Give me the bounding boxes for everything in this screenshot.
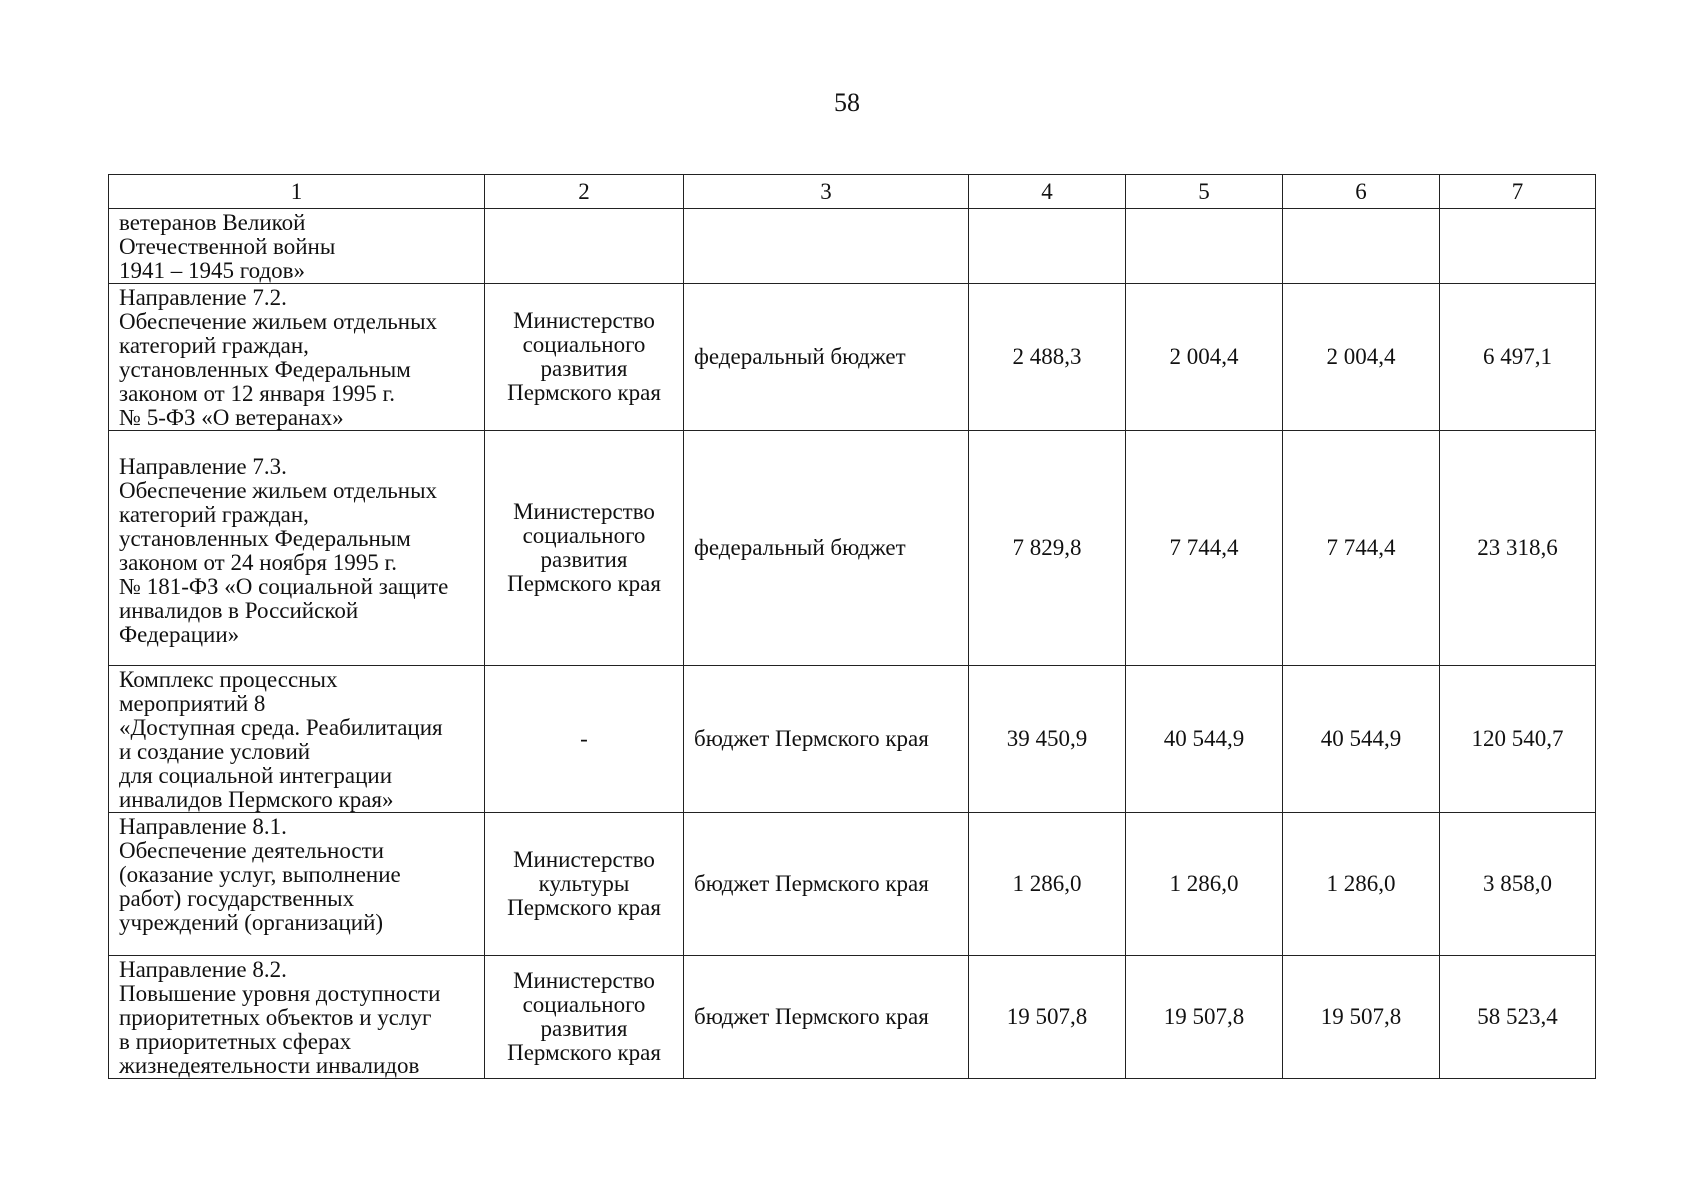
name-line: Отечественной войны xyxy=(119,234,336,259)
value-col-6: 7 744,4 xyxy=(1283,431,1440,666)
program-name-cell xyxy=(109,431,485,666)
name-line: Комплекс процессных xyxy=(119,667,338,692)
executor-line: - xyxy=(580,726,588,751)
executor-cell xyxy=(485,956,684,1079)
executor-line: Министерство xyxy=(513,499,655,524)
executor-cell xyxy=(485,284,684,431)
name-line: жизнедеятельности инвалидов xyxy=(119,1053,420,1078)
name-line: инвалидов Пермского края» xyxy=(119,787,394,812)
value-col-4: 1 286,0 xyxy=(969,813,1126,956)
name-line: инвалидов в Российской xyxy=(119,598,359,623)
executor-line: Пермского края xyxy=(507,380,661,405)
header-col-2: 2 xyxy=(485,175,684,209)
value-col-4: 7 829,8 xyxy=(969,431,1126,666)
table-row xyxy=(109,284,1596,431)
value-col-7: 58 523,4 xyxy=(1440,956,1596,1079)
name-line: законом от 24 ноября 1995 г. xyxy=(119,550,398,575)
value-col-6 xyxy=(1283,209,1440,284)
value-col-4: 2 488,3 xyxy=(969,284,1126,431)
executor-line: Министерство xyxy=(513,308,655,333)
value-col-5: 1 286,0 xyxy=(1126,813,1283,956)
name-line: № 5-ФЗ «О ветеранах» xyxy=(119,405,344,430)
value-col-6: 1 286,0 xyxy=(1283,813,1440,956)
name-line: Обеспечение деятельности xyxy=(119,838,384,863)
value-col-5: 2 004,4 xyxy=(1126,284,1283,431)
header-row xyxy=(109,175,1596,209)
name-line: № 181-ФЗ «О социальной защите xyxy=(119,574,449,599)
funding-source-cell: бюджет Пермского края xyxy=(684,666,969,813)
executor-line: Министерство xyxy=(513,968,655,993)
table-row xyxy=(109,813,1596,956)
funding-source-cell: бюджет Пермского края xyxy=(684,813,969,956)
value-col-6: 40 544,9 xyxy=(1283,666,1440,813)
table-row xyxy=(109,666,1596,813)
executor-line: социального xyxy=(522,332,646,357)
executor-line: развития xyxy=(540,547,628,572)
program-name-cell xyxy=(109,666,485,813)
executor-line: Пермского края xyxy=(507,1040,661,1065)
name-line: установленных Федеральным xyxy=(119,357,411,382)
name-line: для социальной интеграции xyxy=(119,763,393,788)
value-col-7: 3 858,0 xyxy=(1440,813,1596,956)
header-col-6: 6 xyxy=(1283,175,1440,209)
value-col-4: 39 450,9 xyxy=(969,666,1126,813)
value-col-5: 19 507,8 xyxy=(1126,956,1283,1079)
table-row xyxy=(109,431,1596,666)
header-col-7: 7 xyxy=(1440,175,1596,209)
value-col-6: 2 004,4 xyxy=(1283,284,1440,431)
value-col-5 xyxy=(1126,209,1283,284)
value-col-4 xyxy=(969,209,1126,284)
executor-line: Пермского края xyxy=(507,895,661,920)
table-row xyxy=(109,209,1596,284)
program-name-cell xyxy=(109,284,485,431)
name-line: категорий граждан, xyxy=(119,333,309,358)
executor-cell xyxy=(485,209,684,284)
executor-line: развития xyxy=(540,356,628,381)
name-line: учреждений (организаций) xyxy=(119,910,384,935)
value-col-4: 19 507,8 xyxy=(969,956,1126,1079)
header-col-5: 5 xyxy=(1126,175,1283,209)
funding-source-cell: федеральный бюджет xyxy=(684,284,969,431)
executor-line: социального xyxy=(522,523,646,548)
value-col-5: 40 544,9 xyxy=(1126,666,1283,813)
header-col-4: 4 xyxy=(969,175,1126,209)
header-col-3: 3 xyxy=(684,175,969,209)
name-line: приоритетных объектов и услуг xyxy=(119,1005,432,1030)
budget-table xyxy=(108,174,1596,1079)
program-name-cell xyxy=(109,813,485,956)
executor-cell xyxy=(485,431,684,666)
name-line: Направление 8.2. xyxy=(119,957,287,982)
executor-line: развития xyxy=(540,1016,628,1041)
program-name-cell xyxy=(109,209,485,284)
name-line: категорий граждан, xyxy=(119,502,309,527)
executor-cell xyxy=(485,666,684,813)
funding-source-cell xyxy=(684,209,969,284)
value-col-7 xyxy=(1440,209,1596,284)
name-line: в приоритетных сферах xyxy=(119,1029,352,1054)
program-name-cell xyxy=(109,956,485,1079)
executor-line: Пермского края xyxy=(507,571,661,596)
name-line: установленных Федеральным xyxy=(119,526,411,551)
name-line: мероприятий 8 xyxy=(119,691,266,716)
name-line: Обеспечение жильем отдельных xyxy=(119,309,438,334)
name-line: Повышение уровня доступности xyxy=(119,981,441,1006)
value-col-7: 6 497,1 xyxy=(1440,284,1596,431)
name-line: (оказание услуг, выполнение xyxy=(119,862,401,887)
table-row xyxy=(109,956,1596,1079)
name-line: Обеспечение жильем отдельных xyxy=(119,478,438,503)
value-col-7: 120 540,7 xyxy=(1440,666,1596,813)
funding-source-cell: бюджет Пермского края xyxy=(684,956,969,1079)
page-number: 58 xyxy=(834,88,860,117)
value-col-6: 19 507,8 xyxy=(1283,956,1440,1079)
executor-line: культуры xyxy=(538,871,630,896)
funding-source-cell: федеральный бюджет xyxy=(684,431,969,666)
executor-line: Министерство xyxy=(513,847,655,872)
name-line: и создание условий xyxy=(119,739,311,764)
executor-cell xyxy=(485,813,684,956)
executor-line: социального xyxy=(522,992,646,1017)
name-line: Направление 8.1. xyxy=(119,814,287,839)
name-line: «Доступная среда. Реабилитация xyxy=(119,715,443,740)
name-line: Федерации» xyxy=(119,622,240,647)
name-line: законом от 12 января 1995 г. xyxy=(119,381,396,406)
name-line: ветеранов Великой xyxy=(119,210,306,235)
value-col-5: 7 744,4 xyxy=(1126,431,1283,666)
name-line: работ) государственных xyxy=(119,886,355,911)
name-line: 1941 – 1945 годов» xyxy=(119,258,306,283)
name-line: Направление 7.3. xyxy=(119,454,287,479)
value-col-7: 23 318,6 xyxy=(1440,431,1596,666)
header-col-1: 1 xyxy=(109,175,485,209)
name-line: Направление 7.2. xyxy=(119,285,287,310)
